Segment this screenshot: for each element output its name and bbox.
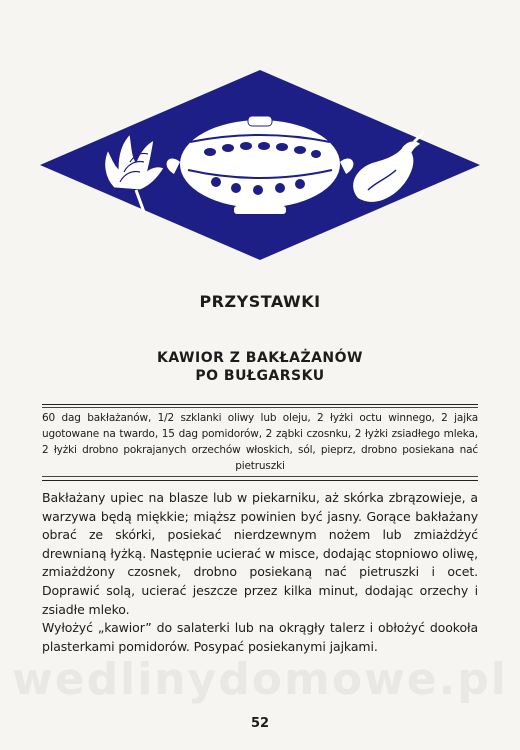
recipe-title: [0, 349, 520, 385]
ingredients-box: [42, 404, 478, 481]
instructions-paragraph-1: Bakłażany upiec na blasze lub w piekarniku, aż skórka zbrązowieje, a warzywa będą miękkie; miąższ powinien być jasny. Gorące bakłażany obrać ze skórki, posiekać nierdzewnym nożem lub zmiażdżyć drewnianą łyżką. Następnie ucierać w misce, dodając stopniowo oliwę, zmiażdżony czosnek, drobno posiekaną nać pietruszki i ocet. Doprawić solą, ucierać jeszcze przez kilka minut, dodając orzechy i zsiadłe mleko.: [42, 490, 478, 617]
recipe-title-line-2: PO BUŁGARSKU: [195, 368, 325, 384]
instructions: [42, 489, 478, 656]
ingredients-list: 60 dag bakłażanów, 1/2 szklanki oliwy lub oleju, 2 łyżki octu winnego, 2 jajka ugotowane na twardo, 15 dag pomidorów, 2 ząbki czosnku, 2 łyżki zsiadłego mleka, 2 łyżki drobno pokrajanych orzechów włoskich, sól, pieprz, drobno posiekana nać pietruszki: [42, 407, 478, 477]
section-title: PRZYSTAWKI: [199, 292, 321, 311]
page-number: 52: [250, 716, 270, 731]
recipe-title-line-1: KAWIOR Z BAKŁAŻANÓW: [156, 350, 363, 366]
header-illustration: [40, 70, 480, 260]
instructions-paragraph-2: Wyłożyć „kawior” do salaterki lub na okrągły talerz i obłożyć dookoła plasterkami pomidorów. Posypać posiekanymi jajkami.: [42, 620, 478, 654]
watermark: wedlinydomowe.pl: [12, 654, 508, 705]
